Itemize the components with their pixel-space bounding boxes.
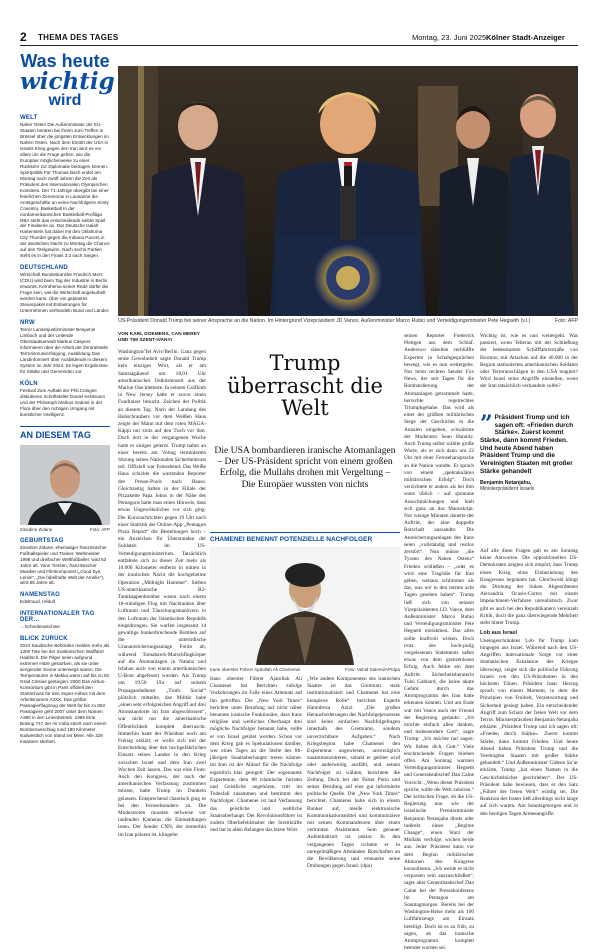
sidebar-title-line-2: wichtig (20, 68, 115, 95)
sidebar-title-line-3: wird (48, 92, 82, 109)
article-text-col3b: Auf alle diese Fragen gab es am Sonntag keine Antworten. Die oppositionellen US-Demokraten zeigten sich empört, dass Trump einen Krieg ohne Einbeziehung des Kongresses begonnen hat. Gleichwohl klingt die Drohung der linken Abgeordneten Alexandria Ocasio-Cortez mit einem Impeachment-Verfahren unrealistisch. Zwar gibt es auch bei den Republikanern vereinzelt Kritik, doch die ganz überwiegende Mehrheit steht hinter Trump. (480, 548, 578, 627)
koeln-text: Festival Zum Auftakt der Phil.Cologne diskutieren Schriftsteller Daniel Kehlmann und der Philosoph Markus Gabriel in der Flora über den richtigen Umgang mit künstlicher Intelligenz. (20, 387, 106, 417)
zidane-caption: Zinedine Zidane (20, 526, 53, 532)
deutschland-heading: DEUTSCHLAND (20, 265, 68, 272)
zidane-caption-row (20, 527, 110, 532)
welt-heading: WELT (20, 115, 38, 121)
main-photo-caption-row (118, 318, 578, 324)
issue-date: Montag, 23. Juni 2025 (412, 33, 487, 42)
kicker-lob-aus-israel: Lob aus Israel (480, 630, 517, 637)
chamenei-column-1 (210, 676, 302, 869)
sidebar (20, 51, 115, 867)
header-rule (20, 45, 578, 46)
namenstag-text: Edeltraud, Hildulf (20, 599, 55, 605)
chamenei-credit: Foto: Vahid Salemi/AP/dpa (345, 667, 400, 672)
nrw-text: Terror Landesjustizminister Benjamin Limbach und der Leitende Oberstaatsanwalt Markus Caspers informieren über die Arbeit der Zentralstelle Terrorismusverfolgung. Ausbildung Das Landinformiert über Ausbildende in diesem System im Jahr 2024. Es legen Ergebnisse für Städte und Gemeinden vor. (20, 327, 109, 374)
chamenei-text-1: Irans oberster Führer Ajatollah Ali Chamenei hat Berichten zufolge Vorkehrungen im Falle eines Attentats auf ihn getroffen. Die „New York Times“ berichtet unter Berufung auf nicht näher benannte iranische Funktionäre, dass Irans religiöse und weltliches Oberhaupt drei mögliche Nachfolger benannt habe, sollte er von Israel getötet werden. Schon vor dem Krieg gab es Spekulationen darüber, wer eines Tages an die Stelle des 86-jährigen Staatsoberhaupts treten könnte. Im Iran ist der Ablauf für die Nachfolge eigentlich klar geregelt: Der sogenannte Expertenrat, dem 88 islamische Juristen und Geistliche angehören, tritt im Todesfall zusammen und bestimmt den Nachfolger. Chamenei ist laut Verfassung das geistliche und weltliche Staatsoberhaupt. Der Revolutionsführer ist zudem Oberbefehlshaber der Streitkräfte und hat in allen Belangen das letzte Wort. (210, 676, 302, 834)
article-column-2 (404, 333, 474, 952)
koeln-heading: KÖLN (20, 380, 38, 387)
main-photo-credit: Foto: AFP (554, 318, 578, 324)
an-diesem-tag-heading: AN DIESEM TAG (20, 426, 110, 440)
namenstag-heading: NAMENSTAG (20, 592, 61, 599)
geburtstag-heading: GEBURTSTAG (20, 537, 64, 544)
main-photo (118, 66, 578, 316)
page-number: 2 (20, 30, 27, 44)
byline-line-2: UND TIM SZENT-IVANYI (118, 338, 173, 344)
nrw-heading: NRW (20, 320, 35, 327)
article-text-col2: seinen Reporter Frederick Pleitgen aus dem Schlaf. Anderswo rätselten verblüffte Experten in Schaltgesprächen bewegt, wie es nun weitergehe. Nur beim rechten Sender Fox News, der seit Tagen für die Bombardierung der Atomanlagen getrommelt hatte, herrschte regelrechtes Triumphgehabe. Das wird als einer der größten militärischen Siege der Geschichte in die Annalen eingehen, schwärmte der Moderator Sean Hannity. Auch Trump selbst wählte große Worte, als er sich dann um 22 Uhr mit einer Fernsehansprache an die Nation wandte. Er sprach von einem „spektakulären militärischen Erfolg“. Doch verzichtete er anders als bei ihm sonst üblich – auf spontane Ausschmückungen und hielt sich ganz an das Manuskript. Nur wenige Minuten dauerte der Auftritt, der eine doppelte Botschaft aussandte: Die Anreicherungsanlagen des Irans seien „vollständig und restlos zerstört“. Nun müsse „die Tyrann des Nahen Ostens“ Frieden schließen – „oder es wird eine Tragödie für Iran geben, weitaus schlimmer als das, was wir in den letzten acht Tagen gesehen haben“. Trump ließ sich von seinem Vizepräsidenten J.D. Vance, dem Außenminister Marco Rubio und Verteidigungsminister Pete Hegseth einrahmen. Das alles sollte kraftvoll wirken. Doch trotz des hoch-polig vorgelesenen Statements saßen etwas von dem grenzenlosen Erfolg. Auch fehlte ein dem Auftritt Sicherheitsberaterin Tulsi Gabbard, die keine akute Gefahr durch das Atomprogramm des Iran hatte erkennen können. Und am Ende war mit Vance auch der Freund der Regierung gedankt: „Ich möchte einfach allen danken, und insbesondere Gott“, sagte Trump: „Ich möchte nur sagen: Wir lieben dich, Gott.“ Viele erschreckende Fragen blieben offen. Am Sonntag warnten Verteidigungsminister Hegseth und Generalstabschef Dan Caine Vorsicht: „Wenn dieser Präsident spricht, sollte die Welt zuhören.“ Der kritischen Frage, ob die US-Regierung nun wie der israelische Premierminister Benjamin Netanjahu direkt oder indirekt einen „Regime Change“, einen Sturz der Mullahs verfolge, wichen beide aus. Jeder Präsident kann vor dem Beginn militärischer Aktionen den Kongress konsultieren. „Ich werde es nicht verpassen sein auszuschließen“, sagte aber Generalstabschef Dan Caine bei der Pressekonferenz im Pentagon am Sonntagmorgen. Bereits bei der Washington-Reise mehr als 100 Luftfahrzeuge am Einsatz beteiligt. Doch ist es zu früh, zu sagen, ob das iranische Atomprogramm komplett beendet worden sei. (404, 333, 474, 952)
deutschland-text: Wirtschaft Bundeskanzler Friedrich Merz (CDU) wird beim Tag der Industrie in Berlin erwartet. Kernthema seiner Rede dürfte die Frage sein, wie die Wirtschaft angekurbelt werden kann. Über ein geplantes Steuerpaket mit Entlastungen für Unternehmen verhandeln Bund und Länder. (20, 272, 110, 314)
sidebar-title-line-1: Was heute (20, 51, 110, 71)
article-text-col3c: Uneingeschränktes Lob für Trump kam hingegen aus Israel. Während nach den US-Angriffen internationale Sorge vor einer dramatischen Eskalation des Krieges überwiegt, zeigte sich die politische Führung Israels von den US-Präsidenten in den höchsten Tönen. Präsident Isaac Herzog sprach von einem Moment, in dem die Prinzipien von Freiheit, Verantwortung und Sicherheit gesiegt haben. Ein entscheidender Angriff zum Schutz der freien Welt vor dem Terror. Ministerpräsident Benjamin Netanjahu erklärte: „Präsident Trump und ich sagen oft: «Frieden durch Stärke». Zuerst kommt Stärke, dann kommt Frieden. Und heute Abend haben Präsident Trump und die Vereinigten Staaten mit großer Stärke gehandelt.“ Und Außenminister Gideon Sa’ar erklärte, Trump „hat einen Namen in die Geschichtsbücher geschrieben“. Der US-Präsident habe bewiesen, dass er den Satz „Führer der freien Welt“ würdig sei. Die Reaktion der Iraner ließ allerdings nicht lange auf sich warten. Am Sonntagmorgen und in den heutigen Tagen Armeeangriffe. (480, 637, 578, 817)
quote-role: Ministerpräsident Israels (480, 485, 535, 492)
article-text-col3: Wichtig ist, wie es nun weitergeht. Was passiert, wenn Teheran mit der Schließung der bedeutsamen Schifffahrtsstraße von Hormus, mit Attacken auf die 40.000 in der Region stationierten amerikanischen Soldaten oder Terroranschlägen in den USA reagiert? Wird Israel seine Angriffe einstellen, wenn der Iran tatsächlich verhandeln sollte? (480, 333, 578, 390)
chamenei-caption: Irans oberster Führer Ajatollah Ali Chamenei (210, 667, 301, 672)
zidane-photo (20, 445, 110, 525)
byline (118, 332, 200, 344)
zidane-credit: Foto: AFP (89, 526, 110, 532)
chamenei-text-2: „Wie andere Komponenten des iranischen Staates ist das Gremium stark institutionalisiert und Chamenei hat eine komplexe Rolle“ berichtet Experte Hamidreza Azizi. „Die großen Herausforderungen des Nachfolgeprozesses sind keine einfachen Nachfolgefragen innerhalb des Gremiums, sondern unverzichtbare Aufgaben.“ Nach Kriegsbeginn habe Chamenei den Expertenrat angewiesen, unverzüglich zusammenzutreten, sobald er getötet wird oder anderweitig ausfällt, und seinen Nachfolger zu wählen, berichtete die Zeitung. Doch bei der Partei Putin und seiner Berufung auf eine gut informierte politische Quelle. Die „New York Times“ berichtet, Chamenei halte sich in einem Bunker auf, meide elektronische Kommunikationsmittel und kommuniziere mit seinen Kommandeuren über einen vertrauten Assistenten. Sein genauer Aufenthaltsort ist unklar. In den vergangenen Tagen richtete er in unregelmäßigen Abständen Botschaften an die Bevölkerung und erneuerte seine Drohungen gegen Israel. (dpa) (307, 676, 400, 870)
main-photo-caption: US-Präsident Donald Trump bei seiner Ansprache an die Nation. Im Hintergrund Vizepräsident JD Vance, Außenminister Marco Rubio und Verteidigungsminister Pete Hegseth (v.l.) (118, 318, 531, 324)
newspaper-name: Kölner Stadt-Anzeiger (486, 33, 565, 42)
chamenei-caption-row (210, 667, 400, 672)
sidebar-title (20, 51, 115, 109)
article-column-1 (118, 349, 206, 869)
page-header (0, 0, 598, 46)
internationaler-tag-heading: INTERNATIONALER TAG DER… (20, 611, 95, 624)
pull-quote (480, 411, 578, 492)
chamenei-portrait-icon (210, 547, 400, 665)
internationaler-tag-text: …Schreibmaschine (20, 624, 60, 630)
welt-text: Naher Osten Die Außenminister der EU-Staaten beraten bei ihrem Juni-Treffen in Brüssel über die jüngsten Entwicklungen im Nahen Osten. Nach dem Eintritt der USA in Israels Krieg gegen den Iran wird es vor allem um die Frage gehen, wie die Europäer möglicherweise zu einer Rückkehr zur Diplomatie beitragen können. Sportpolitik Für Thomas Bach endet am Montag nach zwölf Jahren die Zeit als Präsident des Internationalen Olympischen Komitees. Der 71-Jährige übergibt bei einer feierlichen Zeremonie in Lausanne die Amtsgeschäfte an seine Nachfolgerin Kirsty Coventry. Basketball In der nordamerikanischen Basketball-Profiliga NBA steht das entscheidende siebte Spiel der Finalserie an. Der Deutsche Isaiah Hartenstein hat dabei mit den Oklahoma City Thunder gegen die Indiana Pacers in der deutschen Nacht zu Montag die Chance auf den Titelgewinn. Nach sechs Partien steht es in den Finals 3:3 nach Siegen. (20, 122, 110, 259)
chamenei-photo (210, 547, 400, 665)
article-column-3-bottom (480, 548, 578, 869)
article-text-col1: Washington/Tel Aviv/Berlin. Ganz gegen seine Gewohnheit sagte Donald Trump kein einziges Wort, als er am Samstagabend um 18.01 Uhr amerikanischer Ostküstenzeit aus der Marine One kletterte. In seinem Golfklub in New Jersey hatte er zuvor einen Fundraiser besucht. Zeichen der Politik an diesem Tag. Nach der Landung des Hubschraubers vor dem Weißen Haus zeigte der Mann mit dem roten MAGA-Käppi nur stolz auf den Tisch vor ihm. Doch dort in der vergangenen Woche hatte er einiges gelernt. Trump nahm an einer bereits am Vortag terminierten Sitzung seines Nationalen Sicherheitsrats teil. Offiziell war Feierabend: Das Weiße Haus schickte die wartenden Reporter des Presse-Pools nach Hause. Gleichzeitig hatten in der Filiale der Pizzakette Papa Johns in der Nähe des Pentagons hatte man einen Hinweis, dass etwas Ungewöhnliches vor sich ging: Die Kurznachrichten gegen 19 Uhr nach einer Statistik der Online-App „Pentagon Pizza Report“ die Bestellungen hoch – ein Anzeichen für Überstunden der Soldaten im US-Verteidigungsministerium. Tatsächlich entfaltete sich zu dieser Zeit mehr als 10.000 Kilometer entfernt in mitten in der iranischen Nacht die hochgeheime Operation „Midnight Hammer“. Sieben US-amerikanische B2-Tankkappenbomber waren nach einem 18-stündigen Flug mit Nachtanken über Luftraum und Täuschungsmanövern in den Luftraum der Islamischen Republik eingedrungen. Sie warfen insgesamt 14 gewaltige bunkerbrechende Bomben auf die unterirdische Urananreicherungsanlage Fordo ab, während Tomahawk-Marschflugkörper auf die Atomanlagen in Natanz und Isfahan auch von einem amerikanischen U-Boot abgefeuert wurden. Als Trump um 19.50 Uhr auf seinem Propagandadienst „Truth Social“ plötzlich mitteilte, das Militär habe „einen sehr erfolgreichen Angriff auf drei Atomstandorte im Iran abgeschlossen“, war nicht nur die amerikanische Öffentlichkeit komplett überrascht. Immerhin hatte der Präsident noch am Freitag erklärt, er wolle sich mit der Entscheidung über den hochgefährlichen Einsatz seines Landes in den Krieg zwischen Israel und dem Iran zwei Wochen Zeit lassen. Das war eine Finte. Auch den Kongress, der nach der amerikanischen Verfassung zustimmen müsste, hatte Trump im Dunkeln gelassen. Entsprechend chaotisch ging es bei den Fernsehsendern zu. Die Moderatoren mussten teilweise vor laufenden Kameras die Einmeldungen lesen. Der Sender CNN, der immerhin im Iran präsent ist, klingelte (118, 349, 206, 838)
quote-text: Präsident Trump und ich sagen oft: «Frieden durch Stärke». Zuerst kommt Stärke, dann kommt Frieden. Und heute Abend haben Präsident Trump und die Vereinigten Staaten mit großer Stärke gehandelt (480, 414, 574, 475)
trump-address-photo-icon (118, 66, 578, 316)
subheadline: Die USA bombardieren iranische Atomanlagen – Der US-Präsident spricht von einem großen Erfolg, die Mullahs drohen mit Vergeltung – Die Europäer wussten von nichts (214, 445, 396, 490)
quote-author: Benjamin Netanjahu, (480, 479, 532, 486)
quote-mark-icon: ” (480, 411, 493, 437)
geburtstag-text: Zinedine Zidane, ehemaliger französischer Fußballspieler und Trainer, Weltmeister 1998 und dreifacher Weltfußballer, wird 53 Jahre alt. Yann Tiersen, französischer Musiker und Filmkomponist („Good bye, Lenin!“, „Die fabelhafte Welt der Amélie“), wird 55 Jahre alt. (20, 544, 107, 586)
blick-zurueck-heading: BLICK ZURÜCK (20, 636, 68, 643)
chamenei-heading: CHAMENEI BENENNT POTENZIELLE NACHFOLGER (210, 532, 400, 543)
section-title: THEMA DES TAGES (38, 33, 119, 42)
blick-zurueck-text: 2024 Saudische Behörden melden mehr als 1300 Tote bei der muslimischen Wallfahrt Haddsch. Die Pilger seien aufgrund extremer Hitze gestorben, als sie unter sengender Sonne unterwegs waren. Die Temperaturen in Mekka waren auf bis zu 50 Grad Celsius gestiegen. 2000 Das Airbus-Konsortium gibt in Paris offiziell den Startschuss für den Super-Airbus mit dem Arbeitsnamen A3XX. Das größte Passagierflugzeug der Welt für bis zu 853 Passagiere geht 2007 unter dem Namen A380 in den Linienbetrieb. 1985 Eine Boeing 747 der Air India stürzt nach einem Bombenanschlag rund 180 Kilometer südwestlich von Irland ins Meer. Alle 329 Insassen sterben. (20, 643, 110, 744)
zidane-portrait-icon (20, 445, 110, 525)
headline: Trump überrascht die Welt (227, 351, 383, 421)
article-column-3-top (480, 333, 578, 413)
chamenei-column-2 (307, 676, 400, 869)
byline-line-1: VON KARL DOEMENS, CAN MEREY (118, 332, 200, 337)
